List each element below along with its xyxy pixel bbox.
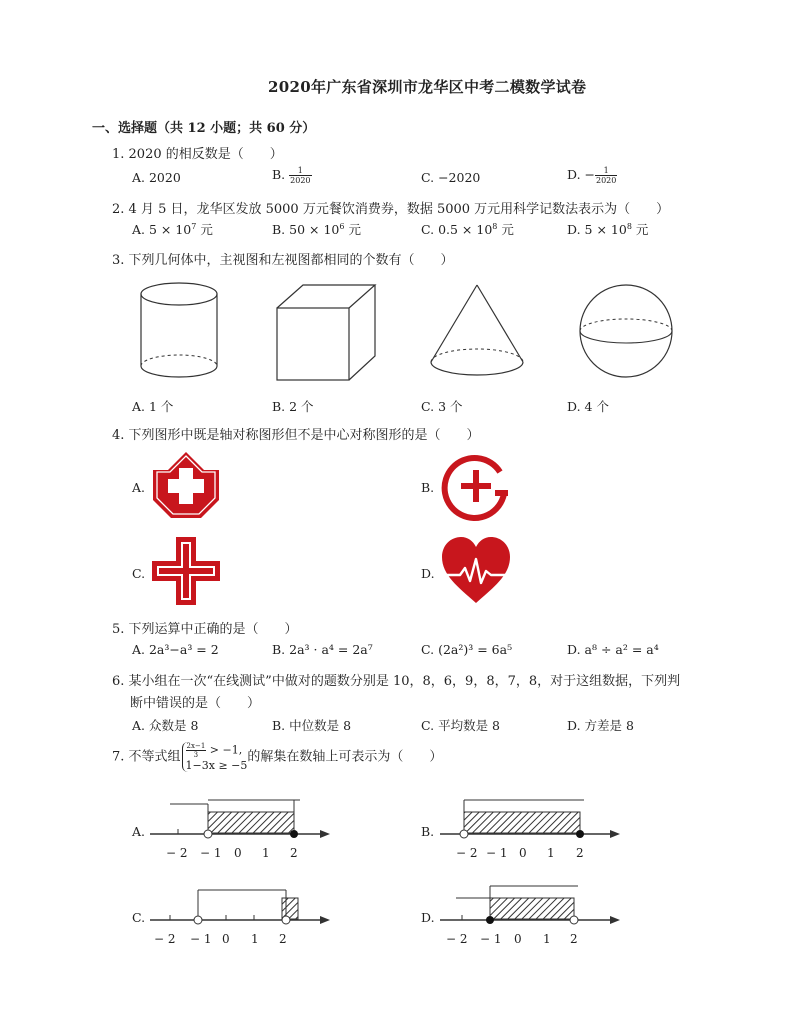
q2-option-d[interactable]: D. $5 \times 10^8$ 元 (567, 221, 649, 237)
tick-label: − 1 (200, 846, 222, 860)
inequality-system: $\frac{2x-1}{3}$ > −1, 1−3x ≥ −5 (182, 742, 248, 772)
question-1-stem: 1. 2020 的相反数是（ ） (112, 147, 283, 162)
question-4-stem: 4. 下列图形中既是轴对称图形但不是中心对称图形的是（ ） (112, 428, 480, 443)
tick-label: 1 (262, 846, 270, 860)
cone-icon (428, 282, 526, 380)
q7-option-c-label[interactable]: C. (132, 910, 146, 925)
tick-label: 0 (519, 846, 527, 860)
q2-option-a[interactable]: A. $5 \times 10^7$ 元 (132, 221, 213, 237)
plus-in-ring-icon (440, 450, 512, 522)
red-cross-octagon-icon (152, 451, 220, 519)
tick-label: 1 (547, 846, 555, 860)
heart-pulse-icon (440, 535, 512, 605)
q2-option-b[interactable]: B. $50 \times 10^6$ 元 (272, 221, 361, 237)
tick-label: 0 (234, 846, 242, 860)
tick-label: − 1 (190, 932, 212, 946)
tick-label: − 2 (456, 846, 478, 860)
q4-option-a-label[interactable]: A. (132, 480, 146, 495)
q5-option-a[interactable]: A. 2a³−a³ = 2 (132, 642, 219, 657)
tick-label: − 1 (486, 846, 508, 860)
question-6-stem-line2: 断中错误的是（ ） (130, 696, 261, 711)
question-7-stem (112, 742, 442, 772)
tick-label: 2 (576, 846, 584, 860)
q1-option-c[interactable]: C. −2020 (421, 170, 481, 185)
q5-option-c[interactable]: C. (2a²)³ = 6a⁵ (421, 642, 513, 657)
section-heading: 一、选择题（共 12 小题；共 60 分） (92, 121, 316, 136)
q7-option-b-label[interactable]: B. (421, 824, 435, 839)
q3-option-c[interactable]: C. 3 个 (421, 399, 463, 414)
q4-option-c-label[interactable]: C. (132, 566, 146, 581)
q6-option-b[interactable]: B. 中位数是 8 (272, 718, 352, 733)
tick-label: 0 (514, 932, 522, 946)
question-3-stem: 3. 下列几何体中，主视图和左视图都相同的个数有（ ） (112, 253, 454, 268)
q7-stem-prefix: 7. 不等式组 (112, 749, 181, 765)
tick-label: − 1 (480, 932, 502, 946)
tick-label: − 2 (446, 932, 468, 946)
q4-option-d-label[interactable]: D. (421, 566, 435, 581)
question-2-stem: 2. 4 月 5 日，龙华区发放 5000 万元餐饮消费券，数据 5000 万元用科学记数法表示为（ ） (112, 202, 670, 217)
q7-option-a-label[interactable]: A. (132, 824, 146, 839)
tick-label: 1 (251, 932, 259, 946)
q5-option-b[interactable]: B. 2a³ · a⁴ = 2a⁷ (272, 642, 373, 657)
q1-option-d-fraction: $\frac{1}{2020}$ (596, 166, 617, 185)
tick-label: 2 (279, 932, 287, 946)
q6-option-a[interactable]: A. 众数是 8 (132, 718, 199, 733)
question-6-stem-line1: 6. 某小组在一次“在线测试”中做对的题数分别是 10，8，6，9，8，7，8，对于这组数据，下列判 (112, 674, 681, 689)
cube-icon (274, 282, 378, 382)
q3-option-d[interactable]: D. 4 个 (567, 399, 609, 414)
q1-option-a[interactable]: A. 2020 (132, 170, 181, 185)
q7-stem-suffix: 的解集在数轴上可表示为（ ） (247, 749, 443, 765)
q1-option-b-fraction: $\frac{1}{2020}$ (290, 166, 311, 185)
tick-label: − 2 (154, 932, 176, 946)
q2-option-c[interactable]: C. $0.5 \times 10^8$ 元 (421, 221, 514, 237)
tick-label: − 2 (166, 846, 188, 860)
q7-option-d-label[interactable]: D. (421, 910, 435, 925)
q3-option-a[interactable]: A. 1 个 (132, 399, 174, 414)
question-5-stem: 5. 下列运算中正确的是（ ） (112, 622, 298, 637)
tick-label: 1 (543, 932, 551, 946)
cylinder-icon (138, 280, 222, 380)
tick-label: 0 (222, 932, 230, 946)
page-title: 2020年广东省深圳市龙华区中考二模数学试卷 (268, 78, 587, 96)
q1-option-b-label: B. (272, 167, 290, 182)
q6-option-c[interactable]: C. 平均数是 8 (421, 718, 500, 733)
outlined-cross-icon (150, 535, 222, 607)
tick-label: 2 (290, 846, 298, 860)
q1-option-d[interactable] (567, 166, 617, 185)
q4-option-b-label[interactable]: B. (421, 480, 435, 495)
q1-option-b[interactable] (272, 166, 312, 185)
sphere-icon (577, 282, 675, 380)
q6-option-d[interactable]: D. 方差是 8 (567, 718, 634, 733)
q5-option-d[interactable]: D. a⁸ ÷ a² = a⁴ (567, 642, 659, 657)
q3-option-b[interactable]: B. 2 个 (272, 399, 314, 414)
tick-label: 2 (570, 932, 578, 946)
q1-option-d-label: D. − (567, 167, 595, 182)
